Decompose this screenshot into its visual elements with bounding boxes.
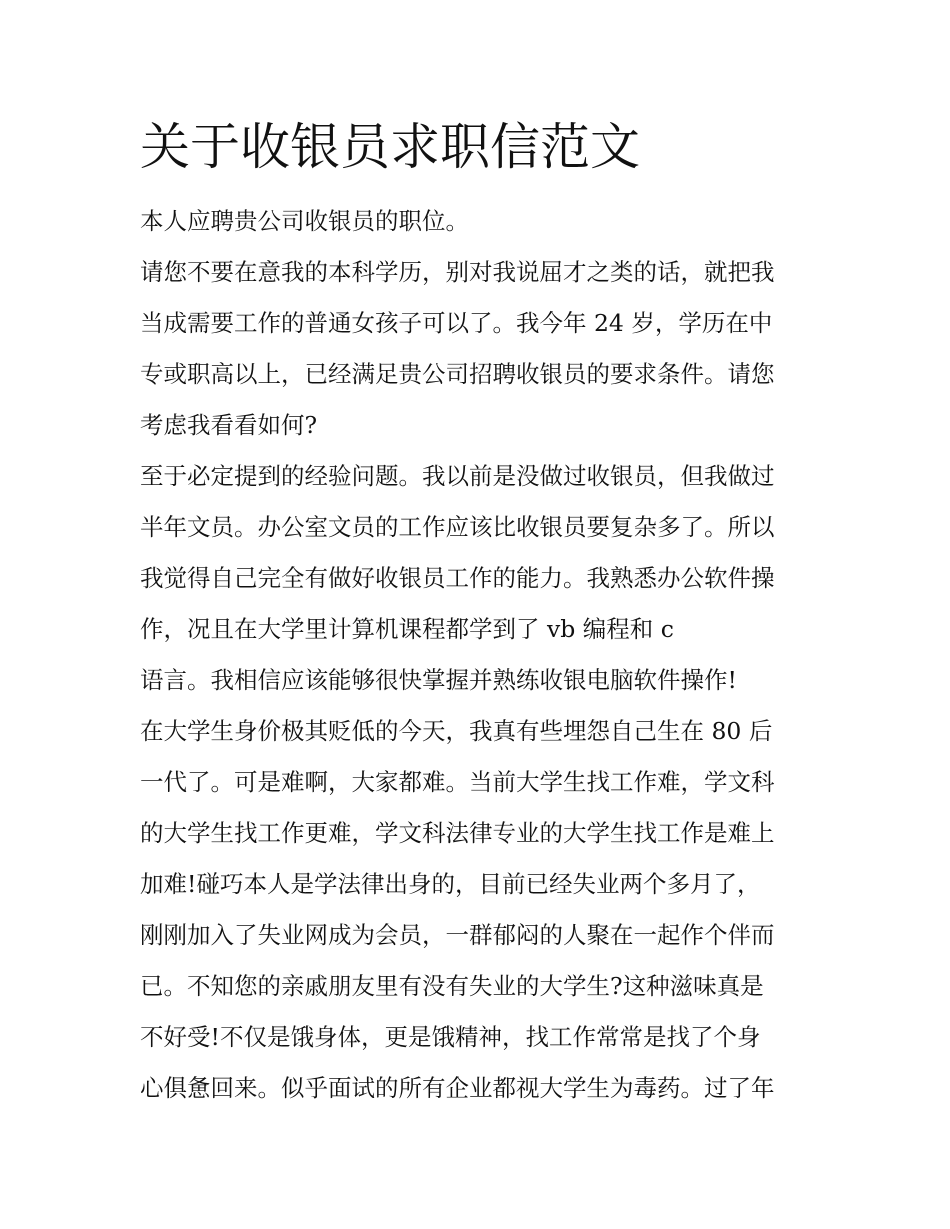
body-line: 已。不知您的亲戚朋友里有没有失业的大学生?这种滋味真是 — [140, 972, 764, 1000]
body-line: 一代了。可是难啊，大家都难。当前大学生找工作难，学文科 — [140, 768, 775, 796]
body-line: 语言。我相信应该能够很快掌握并熟练收银电脑软件操作! — [140, 666, 737, 694]
body-line: 加难!碰巧本人是学法律出身的，目前已经失业两个多月了， — [140, 870, 761, 898]
body-line: 当成需要工作的普通女孩子可以了。我今年 24 岁，学历在中 — [140, 309, 773, 337]
document-title: 关于收银员求职信范文 — [140, 118, 640, 176]
body-line: 专或职高以上，已经满足贵公司招聘收银员的要求条件。请您 — [140, 360, 775, 388]
body-line: 本人应聘贵公司收银员的职位。 — [140, 207, 469, 235]
body-line: 请您不要在意我的本科学历，别对我说屈才之类的话，就把我 — [140, 258, 775, 286]
body-line: 我觉得自己完全有做好收银员工作的能力。我熟悉办公软件操 — [140, 564, 775, 592]
body-line: 心俱惫回来。似乎面试的所有企业都视大学生为毒药。过了年 — [140, 1074, 775, 1102]
body-line: 的大学生找工作更难，学文科法律专业的大学生找工作是难上 — [140, 819, 775, 847]
body-line: 至于必定提到的经验问题。我以前是没做过收银员，但我做过 — [140, 462, 775, 490]
body-line: 在大学生身价极其贬低的今天，我真有些埋怨自己生在 80 后 — [140, 717, 773, 745]
body-line: 考虑我看看如何? — [140, 411, 318, 439]
body-line: 不好受!不仅是饿身体，更是饿精神，找工作常常是找了个身 — [140, 1023, 761, 1051]
body-line: 半年文员。办公室文员的工作应该比收银员要复杂多了。所以 — [140, 513, 775, 541]
body-line: 作，况且在大学里计算机课程都学到了 vb 编程和 c — [140, 615, 674, 643]
document-body — [140, 196, 820, 1114]
body-line: 刚刚加入了失业网成为会员，一群郁闷的人聚在一起作个伴而 — [140, 921, 775, 949]
